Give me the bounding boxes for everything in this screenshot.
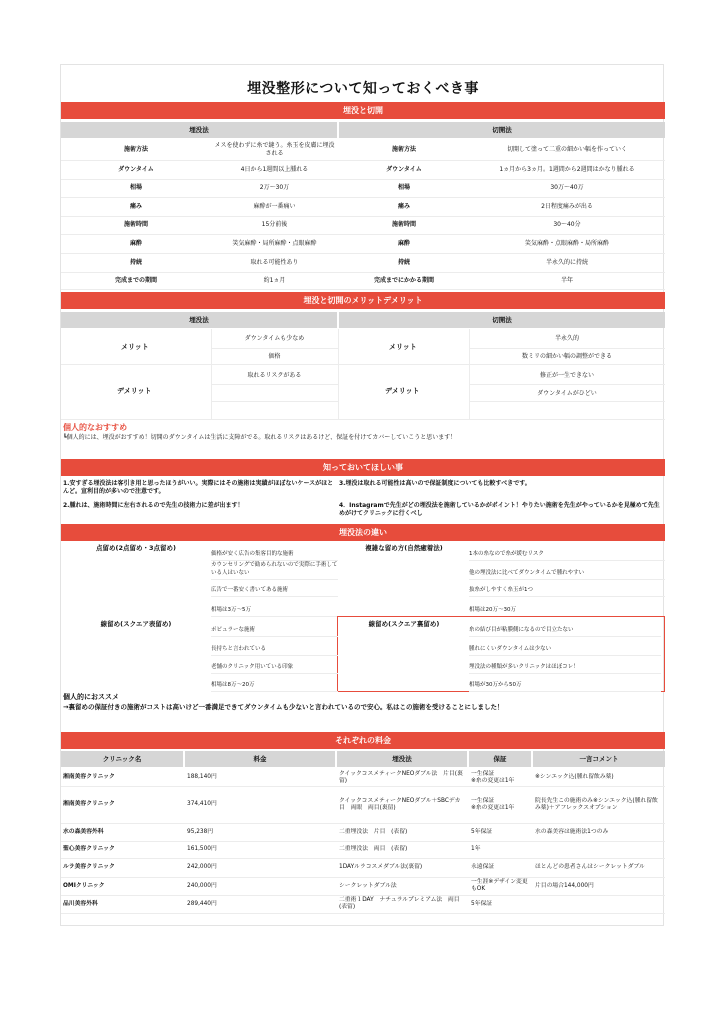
recommend-text-2: →裏留めの保証付きの施術がコストは高いけど一番満足できてダウンタイムも少ないと言われているので安心。私はこの施術を受けることにしました！ xyxy=(63,703,504,711)
right-value: 1ヵ月から3ヵ月。1週間から2週間はかなり腫れる xyxy=(499,165,635,173)
compare-row xyxy=(61,160,665,180)
section-bar-methods: 埋没法の違い xyxy=(61,524,665,541)
right-label: 相場 xyxy=(397,184,410,191)
cell-method: 二重埋没法 片目 (表留) xyxy=(339,828,408,835)
left-label: ダウンタイム xyxy=(118,165,154,173)
right-value: 30万〜40万 xyxy=(550,184,584,191)
document-page xyxy=(60,64,664,926)
table-row xyxy=(61,841,665,859)
cell-method: 二重埋没法 両目 (表留) xyxy=(339,846,408,852)
cell-warranty: 一生保証 ※糸の変更は1年 xyxy=(471,770,515,784)
cell-method: クイックコスメティークNEOダブル法 片目(裏留) xyxy=(339,770,463,784)
table-row xyxy=(61,786,665,824)
left-value: 約1ヵ月 xyxy=(263,276,286,284)
merit-label-left: メリット xyxy=(121,343,149,351)
cell-price: 374,410円 xyxy=(187,801,217,807)
method-item: 老舗のクリニック用いている印象 xyxy=(211,663,338,674)
merit-label-right: メリット xyxy=(389,343,417,351)
left-label: 施術時間 xyxy=(123,221,148,228)
section-bar-tips: 知っておいてほしい事 xyxy=(61,459,665,476)
compare-row xyxy=(61,234,665,254)
compare-row xyxy=(61,216,665,235)
method-item: カウンセリングで勧められないので実際に手術している人はいない xyxy=(211,561,338,580)
table-row xyxy=(61,769,665,787)
left-label: 麻酔 xyxy=(129,239,142,247)
method-item: 1本の糸なので糸が緩むリスク xyxy=(469,550,665,561)
header-right-2: 切開法 xyxy=(339,312,665,328)
method-item: 相場は20万〜30万 xyxy=(469,606,665,617)
tip-1: 1.安すぎる埋没法は客引き用と思ったほうがいい。実際にはその施術は実績がほぼないケースがほとんど。宣利目的が多いので注意です。 xyxy=(63,480,334,495)
method-item: 相場は8万〜20万 xyxy=(211,681,338,692)
method-a-title: 点留め(2点留め・3点留め) xyxy=(96,544,176,552)
right-label: 痛み xyxy=(397,202,410,210)
method-item: 相場は3万〜5万 xyxy=(211,606,338,617)
cell-comment: ほとんどの患者さんはシークレットダブル xyxy=(535,864,645,870)
method-item: 糸の結び目が粘膜側になるので目立たない xyxy=(469,626,661,637)
right-label: 麻酔 xyxy=(397,239,410,247)
right-value: 30〜40分 xyxy=(553,221,581,228)
cell-price: 188,140円 xyxy=(187,774,217,780)
cell-warranty: 一生保証 ※糸の変更は1年 xyxy=(471,797,515,811)
cell-clinic: ルラ美容クリニック xyxy=(63,864,115,870)
cell-warranty: 5年保証 xyxy=(471,900,493,907)
cell-clinic: 聖心美容クリニック xyxy=(63,846,115,852)
compare-row xyxy=(61,272,665,290)
compare-row xyxy=(61,140,665,161)
cell-method: 二重術１DAY ナチュラルプレミアム法 両目(表留) xyxy=(339,897,460,910)
left-label: 持続 xyxy=(129,258,142,266)
compare-row xyxy=(61,197,665,217)
cell-warranty: 一生涯※デザイン変更もOK xyxy=(471,879,528,892)
left-label: 相場 xyxy=(129,184,142,191)
left-value: 2万〜30万 xyxy=(259,184,290,191)
tip-2: 2.腫れは、施術時間に左右されるので先生の技術力に差が出ます！ xyxy=(63,502,244,509)
recommendation-text: ┗個人的には、埋没がおすすめ！切開のダウンタイムは生活に支障がでる。取れるリスクはあるけど、保証を付けてカバーしていこうと思います！ xyxy=(63,434,457,441)
table-row xyxy=(61,858,665,878)
right-demerit-1: 修正が一生できない xyxy=(539,372,594,379)
left-value: メスを使わずに糸で縫う。糸玉を皮膚に埋没される xyxy=(214,142,335,157)
recommendation-heading: 個人的なおすすめ xyxy=(63,423,128,432)
right-label: 完成までにかかる期間 xyxy=(373,276,434,284)
recommend-heading-2: 個人的におススメ xyxy=(63,693,119,701)
method-item: 相場が30万から50万 xyxy=(469,681,661,692)
right-label: 持続 xyxy=(397,258,410,266)
table-row xyxy=(61,877,665,896)
cell-comment: 院長先生この施術のみ※シンエック込(腫れ留飲み薬)＋アフレックスオプション xyxy=(535,797,658,811)
section-bar-prices: それぞれの料金 xyxy=(61,732,665,749)
cell-method: 1DAYルラコスメダブル法(裏留) xyxy=(339,864,423,870)
left-value: 麻酔が一番痛い xyxy=(253,202,296,210)
cell-method: クイックコスメティークNEOダブル＋SBCデカ目 両眼 両目(裏留) xyxy=(339,797,461,811)
right-label: ダウンタイム xyxy=(386,165,422,173)
left-value: 笑気麻酔・局所麻酔・点眼麻酔 xyxy=(232,239,317,247)
section-bar-comparison: 埋没と切開 xyxy=(61,102,665,119)
cell-price: 240,000円 xyxy=(187,882,217,889)
cell-warranty: 5年保証 xyxy=(471,828,493,835)
left-merit-1: ダウンタイムも少なめ xyxy=(244,335,305,342)
cell-warranty: 永遠保証 xyxy=(471,864,495,870)
col-clinic: クリニック名 xyxy=(61,751,183,767)
table-row xyxy=(61,823,665,842)
demerit-label-left: デメリット xyxy=(117,387,152,395)
left-label: 痛み xyxy=(129,202,142,210)
section-bar-merits: 埋没と切開のメリットデメリット xyxy=(61,292,665,309)
cell-comment: 片目の場合144,000円 xyxy=(535,882,594,889)
right-value: 半永久的に持続 xyxy=(545,258,588,266)
cell-price: 161,500円 xyxy=(187,846,217,852)
cell-comment: 水の森美容は施術法1つのみ xyxy=(535,828,609,835)
right-value: 2日程度痛みが出る xyxy=(541,202,593,210)
cell-comment xyxy=(533,841,665,858)
method-item: 抜糸がしやすく糸玉が1つ xyxy=(469,586,665,597)
cell-price: 289,440円 xyxy=(187,900,217,907)
method-item: 広告で一番安く書いてある施術 xyxy=(211,586,338,597)
compare-row xyxy=(61,253,665,273)
cell-comment: ※シンエック込(腫れ留飲み薬) xyxy=(535,774,614,780)
cell-method: シークレットダブル法 xyxy=(339,882,397,889)
method-item: 長持ちと言われている xyxy=(211,645,338,656)
col-method: 埋没法 xyxy=(337,751,467,767)
right-value: 笑気麻酔・点眼麻酔・局所麻酔 xyxy=(524,239,609,247)
cell-clinic: 湘南美容クリニック xyxy=(63,774,115,780)
demerit-label-right: デメリット xyxy=(385,387,420,395)
method-item: 埋没法の種類が多いクリニックはほぼコレ！ xyxy=(469,663,661,674)
left-demerit-1: 取れるリスクがある xyxy=(247,372,302,379)
cell-clinic: OMIクリニック xyxy=(63,882,105,889)
table-row xyxy=(61,895,665,914)
page-title: 埋没整形について知っておくべき事 xyxy=(247,81,479,97)
left-value: 4日から1週間以上腫れる xyxy=(240,165,309,173)
left-label: 施術方法 xyxy=(123,146,148,153)
right-label: 施術時間 xyxy=(391,221,416,228)
left-label: 完成までの期間 xyxy=(114,276,157,284)
right-merit-2: 数ミリの細かい幅の調整ができる xyxy=(521,353,612,360)
tip-4: 4．Instagramで先生がどの埋没法を施術しているかがポイント！やりたい施術を先生がやっているかを見極めて先生めがけてクリニックに行くべし xyxy=(339,502,660,517)
cell-price: 242,000円 xyxy=(187,864,217,870)
left-merit-2: 価格 xyxy=(268,353,281,360)
method-d-title: 線留め(スクエア裏留め) xyxy=(368,620,440,628)
method-b-title: 複雑な留め方(自然癒着法) xyxy=(365,544,443,552)
cell-clinic: 品川美容外科 xyxy=(63,900,98,907)
right-label: 施術方法 xyxy=(391,146,416,153)
right-value: 半年 xyxy=(560,276,573,284)
cell-warranty: 1年 xyxy=(471,846,481,852)
left-value: 取れる可能性あり xyxy=(250,258,299,266)
method-item: 他の埋没法に比べてダウンタイムで腫れやすい xyxy=(469,569,665,580)
right-value: 切開して塗って二重の細かい幅を作っていく xyxy=(506,146,627,153)
cell-clinic: 湘南美容クリニック xyxy=(63,801,115,807)
method-item: 腫れにくいダウンタイムは少ない xyxy=(469,645,661,656)
header-left: 埋没法 xyxy=(61,122,337,138)
method-item: ポピュラーな施術 xyxy=(211,626,338,637)
tip-3: 3.埋没は取れる可能性は高いので保証制度についても比較すべきです。 xyxy=(339,480,531,487)
right-demerit-2: ダウンタイムがひどい xyxy=(537,390,597,397)
compare-row xyxy=(61,179,665,198)
header-left-2: 埋没法 xyxy=(61,312,337,328)
method-c-title: 線留め(スクエア表留め) xyxy=(100,620,172,628)
header-right: 切開法 xyxy=(339,122,665,138)
method-item: 価格が安く広告の集客目的な施術 xyxy=(211,550,338,561)
col-comment: 一言コメント xyxy=(533,751,665,767)
col-price: 料金 xyxy=(185,751,335,767)
cell-price: 95,238円 xyxy=(187,828,214,835)
cell-comment xyxy=(533,895,665,913)
col-warranty: 保証 xyxy=(469,751,531,767)
cell-clinic: 水の森美容外科 xyxy=(63,828,104,835)
left-value: 15分前後 xyxy=(261,221,288,228)
right-merit-1: 半永久的 xyxy=(554,335,579,342)
